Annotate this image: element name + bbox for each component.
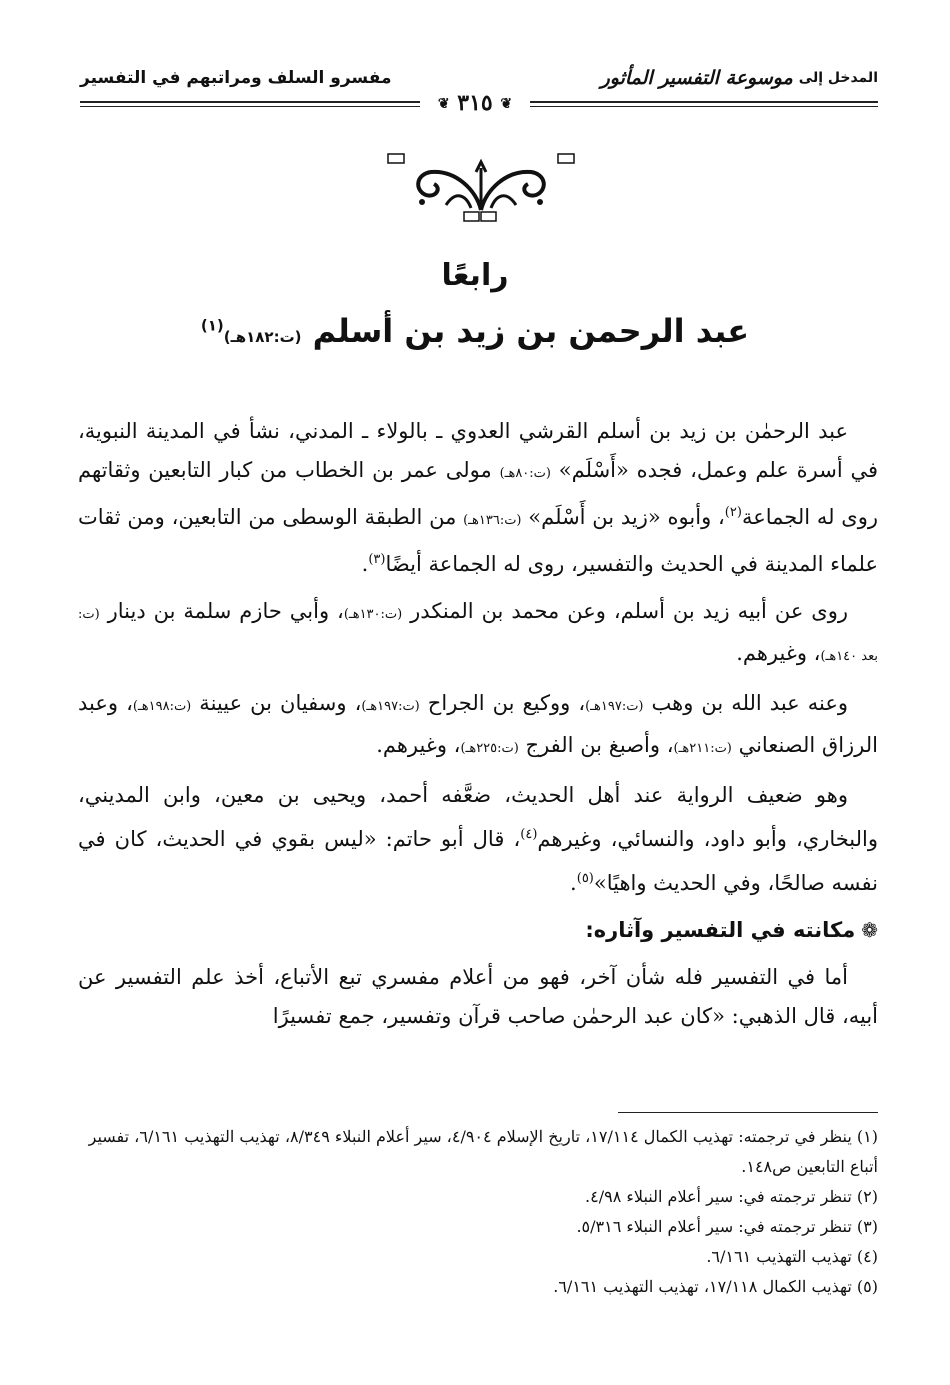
book-prefix: المدخل إلى bbox=[798, 70, 878, 86]
death-date: (ت:١٩٧هـ) bbox=[361, 699, 420, 714]
footnote-ref: (٤) bbox=[520, 827, 538, 842]
footnote-5: (٥) تهذيب الكمال ١٧/١١٨، تهذيب التهذيب ٦/١٦١. bbox=[553, 1277, 878, 1296]
page-number-ornament-right: ❦ bbox=[500, 96, 513, 112]
paragraph-teachers bbox=[78, 592, 878, 676]
text-run: ، وأبي حازم سلمة بن دينار bbox=[99, 599, 344, 623]
death-date: (ت:٢٢٥هـ) bbox=[460, 741, 519, 756]
page-number bbox=[420, 88, 530, 118]
main-text bbox=[78, 412, 878, 1044]
text-run: . bbox=[361, 552, 369, 576]
text-run: ، وغيرهم. bbox=[736, 641, 821, 665]
chapter-title: مفسرو السلف ومراتبهم في التفسير bbox=[80, 68, 392, 88]
person-name: عبد الرحمن بن زيد بن أسلم bbox=[312, 312, 750, 350]
book-title: موسوعة التفسير المأثور bbox=[600, 67, 793, 89]
death-date: (ت:١٩٧هـ) bbox=[585, 699, 644, 714]
paragraph-evaluation bbox=[78, 776, 878, 903]
footnote-3: (٣) تنظر ترجمته في: سير أعلام النبلاء ٥/٣١٦. bbox=[576, 1217, 878, 1236]
footnote-1: (١) ينظر في ترجمته: تهذيب الكمال ١٧/١١٤، تاريخ الإسلام ٤/٩٠٤، سير أعلام النبلاء ٨/٣٤٩، تهذيب التهذيب ٦/١٦١، تفسير أتباع التابعين ص١٤٨. bbox=[88, 1127, 878, 1176]
text-run: عبد الرحمٰن بن زيد بن أسلم القرشي العدوي ـ بالولاء ـ المدني، نشأ في المدينة النبوية، في أسرة علم وعمل، فجده «أَسْلَم» bbox=[78, 419, 878, 482]
text-run: وعنه عبد الله بن وهب bbox=[643, 691, 848, 715]
decorative-ornament bbox=[386, 150, 576, 224]
page-number-ornament-left: ❦ bbox=[437, 96, 450, 112]
text-run: مولى عمر بن الخطاب من كبار التابعين وثقاتهم روى له الجماعة bbox=[78, 458, 878, 529]
death-date: (ت:٢١١هـ) bbox=[673, 741, 732, 756]
text-run: روى عن أبيه زيد بن أسلم، وعن محمد بن المنكدر bbox=[402, 599, 849, 623]
page-number-text: ٣١٥ bbox=[457, 90, 493, 116]
subheading bbox=[78, 911, 878, 950]
footnote-ref: (٢) bbox=[724, 505, 742, 520]
subheading-text: مكانته في التفسير وآثاره: bbox=[585, 918, 856, 942]
footnote-rule bbox=[618, 1112, 878, 1113]
text-run: ، قال أبو حاتم: «ليس بقوي في الحديث، كان في نفسه صالحًا، وفي الحديث واهيًا» bbox=[78, 827, 878, 895]
paragraph-lineage bbox=[78, 412, 878, 584]
text-run: ، وعبد الرزاق الصنعاني bbox=[78, 691, 878, 757]
text-run: ، ووكيع بن الجراح bbox=[419, 691, 586, 715]
footnote-ref: (٥) bbox=[576, 871, 594, 886]
footnote-ref-1: (١) bbox=[200, 316, 224, 335]
death-date: (ت:١٨٢هـ) bbox=[223, 328, 302, 346]
text-run: وهو ضعيف الرواية عند أهل الحديث، ضعَّفه أحمد، ويحيى بن معين، وابن المديني، والبخاري، وأبو داود، والنسائي، وغيرهم bbox=[78, 783, 879, 851]
footnote-2: (٢) تنظر ترجمته في: سير أعلام النبلاء ٤/٩٨. bbox=[585, 1187, 878, 1206]
flower-icon: ❁ bbox=[861, 918, 878, 942]
book-title-header bbox=[601, 67, 878, 89]
text-run: ، وأبوه «زيد بن أَسْلَم» bbox=[521, 505, 725, 529]
death-date: (ت: بعد ١٤٠هـ) bbox=[78, 607, 878, 664]
section-label: رابعًا bbox=[441, 258, 509, 293]
text-run: ، وسفيان بن عيينة bbox=[191, 691, 362, 715]
footnotes bbox=[78, 1122, 878, 1302]
biography-title bbox=[0, 312, 950, 350]
text-run: ، وأصبغ بن الفرج bbox=[518, 733, 674, 757]
paragraph-students bbox=[78, 684, 878, 768]
death-date: (ت:١٩٨هـ) bbox=[132, 699, 192, 714]
text-run: . bbox=[570, 871, 577, 895]
death-date: (ت:٨٠هـ) bbox=[499, 466, 551, 481]
text-run: من الطبقة الوسطى من التابعين، ومن ثقات علماء المدينة في الحديث والتفسير، روى له الجماعة أيضًا bbox=[78, 505, 878, 576]
text-run: ، وغيرهم. bbox=[376, 733, 461, 757]
death-date: (ت:١٣٦هـ) bbox=[463, 513, 522, 528]
footnote-4: (٤) تهذيب التهذيب ٦/١٦١. bbox=[706, 1247, 878, 1266]
footnote-ref: (٣) bbox=[368, 552, 386, 567]
death-date: (ت:١٣٠هـ) bbox=[343, 607, 403, 622]
paragraph-tafsir: أما في التفسير فله شأن آخر، فهو من أعلام مفسري تبع الأتباع، أخذ علم التفسير عن أبيه، قال الذهبي: «كان عبد الرحمٰن صاحب قرآن وتفسير، جمع تفسيرًا bbox=[78, 965, 878, 1028]
